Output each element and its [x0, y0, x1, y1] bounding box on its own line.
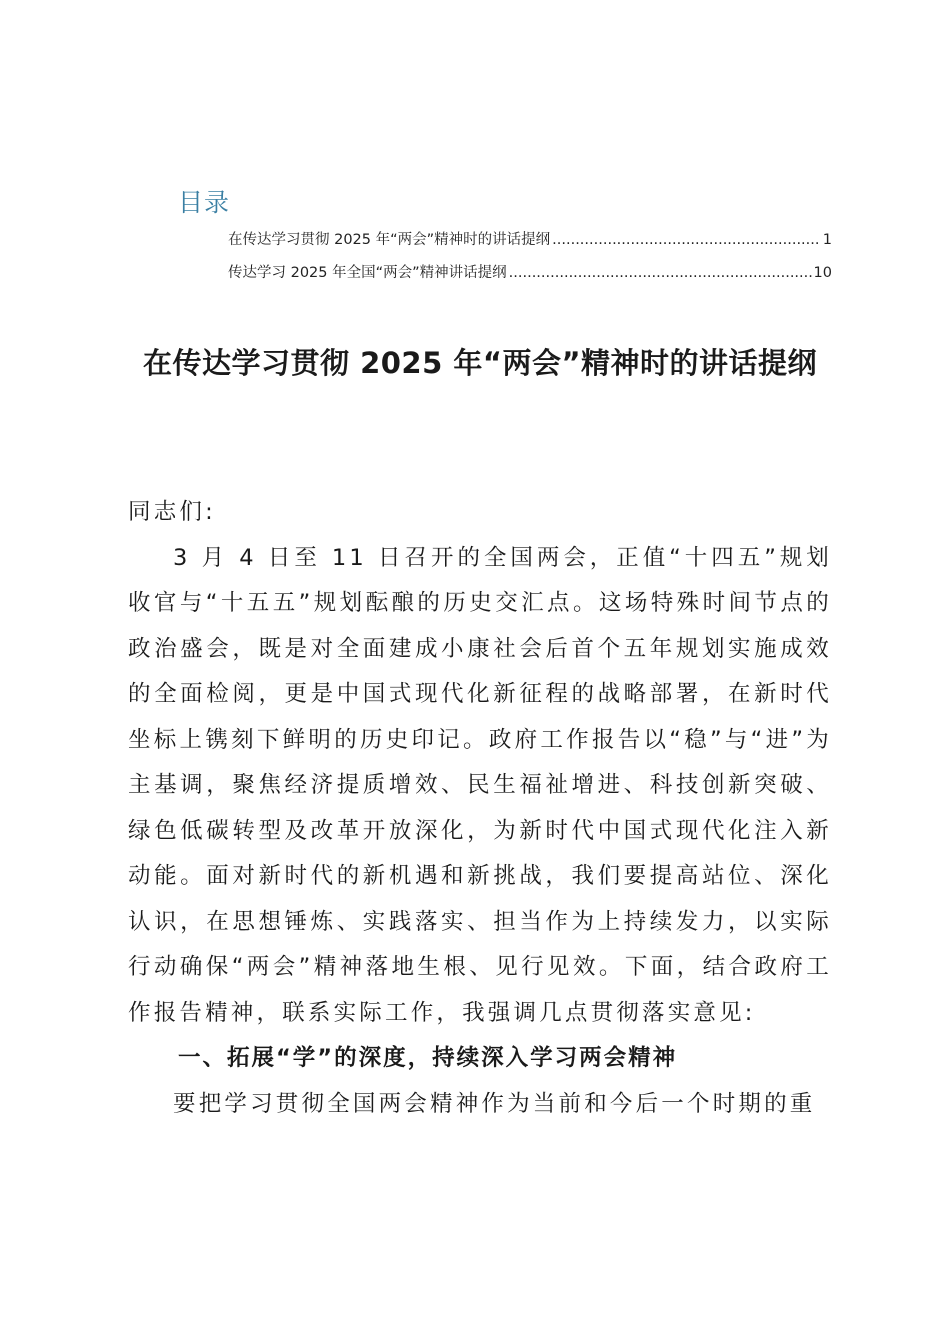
- table-of-contents: [228, 228, 832, 294]
- toc-heading: 目录: [178, 188, 231, 217]
- section-heading: 一、拓展“学”的深度，持续深入学习两会精神: [178, 1045, 678, 1071]
- body-paragraph: 要把学习贯彻全国两会精神作为当前和今后一个时期的重: [173, 1090, 816, 1117]
- toc-dot-leader: [509, 265, 812, 281]
- toc-entry[interactable]: [228, 228, 832, 261]
- document-title: 在传达学习贯彻 2025 年“两会”精神时的讲话提纲: [142, 346, 818, 380]
- body-paragraph: 3 月 4 日至 11 日召开的全国两会，正值“十四五”规划收官与“十五五”规划酝酿的历史交汇点。这场特殊时间节点的政治盛会，既是对全面建成小康社会后首个五年规划实施成效的全面检阅，更是中国式现代化新征程的战略部署，在新时代坐标上镌刻下鲜明的历史印记。政府工作报告以“稳”与“进”为主基调，聚焦经济提质增效、民生福祉增进、科技创新突破、绿色低碳转型及改革开放深化，为新时代中国式现代化注入新动能。面对新时代的新机遇和新挑战，我们要提高站位、深化认识，在思想锤炼、实践落实、担当作为上持续发力，以实际行动确保“两会”精神落地生根、见行见效。下面，结合政府工作报告精神，联系实际工作，我强调几点贯彻落实意见:: [128, 544, 832, 1026]
- toc-entry-page: 10: [813, 265, 832, 281]
- toc-dot-leader: [552, 232, 821, 248]
- toc-entry-title: 传达学习 2025 年全国“两会”精神讲话提纲: [228, 265, 507, 281]
- document-body: [128, 490, 832, 1127]
- salutation: 同志们:: [128, 499, 216, 525]
- toc-entry-title: 在传达学习贯彻 2025 年“两会”精神时的讲话提纲: [228, 232, 551, 248]
- toc-entry[interactable]: [228, 261, 832, 294]
- toc-entry-page: 1: [822, 232, 832, 248]
